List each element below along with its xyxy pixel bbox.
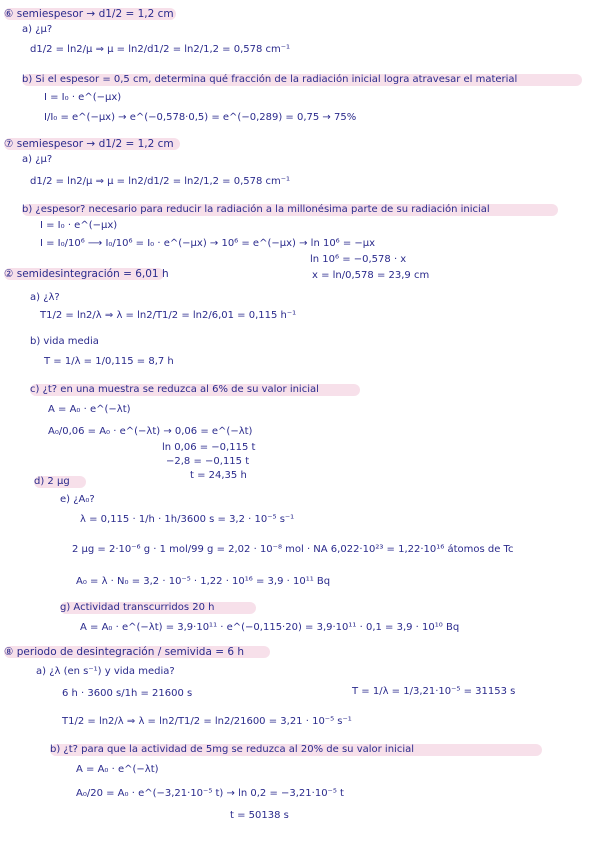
note-line-l26 [34, 476, 70, 488]
note-line-l24 [166, 456, 249, 468]
note-line-l18 [30, 336, 99, 348]
note-line-l36 [352, 686, 515, 698]
note-line-l22 [48, 426, 252, 438]
note-text: A = A₀ · e^(−λt) [48, 404, 131, 415]
note-text: a) ¿λ (en s⁻¹) y vida media? [36, 666, 175, 677]
note-text: T = 1/λ = 1/0,115 = 8,7 h [44, 356, 174, 367]
note-line-l34 [36, 666, 175, 678]
note-text: t = 50138 s [230, 810, 289, 821]
note-line-l3 [30, 44, 290, 56]
note-line-l2 [22, 24, 52, 36]
note-text: 2 μg = 2·10⁻⁶ g · 1 mol/99 g = 2,02 · 10⁻⁸ mol · NA 6,022·10²³ = 1,22·10¹⁶ átomos de Tc [72, 544, 514, 555]
note-line-l27 [60, 494, 95, 506]
note-line-l10 [22, 204, 490, 216]
note-line-l9 [30, 176, 290, 188]
note-line-l30 [76, 576, 330, 588]
note-text: ⑧ periodo de desintegración / semivida = 6 h [4, 646, 245, 658]
note-text: A₀/20 = A₀ · e^(−3,21·10⁻⁵ t) → ln 0,2 = −3,21·10⁻⁵ t [76, 788, 344, 799]
note-line-l15 [4, 268, 169, 280]
note-text: ln 0,06 = −0,115 t [162, 442, 256, 453]
note-line-l1 [4, 8, 174, 20]
note-line-l19 [44, 356, 174, 368]
note-text: A = A₀ · e^(−λt) = 3,9·10¹¹ · e^(−0,115·20) = 3,9·10¹¹ · 0,1 = 3,9 · 10¹⁰ Bq [80, 622, 460, 633]
note-text: a) ¿μ? [22, 24, 53, 35]
note-line-l20 [30, 384, 319, 396]
note-line-l28 [80, 514, 294, 526]
note-line-l8 [22, 154, 52, 166]
note-text: ln 10⁶ = −0,578 · x [310, 254, 407, 265]
note-line-l40 [76, 788, 344, 800]
note-text: x = ln/0,578 = 23,9 cm [312, 270, 430, 281]
note-line-l31 [60, 602, 214, 614]
note-line-l5 [44, 92, 121, 104]
note-line-l21 [48, 404, 131, 416]
note-line-l32 [80, 622, 459, 634]
note-line-l11 [40, 220, 117, 232]
note-line-l33 [4, 646, 244, 658]
note-line-l13 [310, 254, 406, 266]
note-line-l12 [40, 238, 375, 250]
note-text: A = A₀ · e^(−λt) [76, 764, 159, 775]
note-line-l35 [62, 688, 192, 700]
note-text: b) ¿espesor? necesario para reducir la radiación a la millonésima parte de su radiación inicial [22, 204, 490, 215]
note-text: t = 24,35 h [190, 470, 247, 481]
note-text: d1/2 = ln2/μ ⇒ μ = ln2/d1/2 = ln2/1,2 = 0,578 cm⁻¹ [30, 44, 291, 55]
note-text: b) ¿t? para que la actividad de 5mg se reduzca al 20% de su valor inicial [50, 744, 414, 755]
note-text: e) ¿A₀? [60, 494, 95, 505]
note-text: T1/2 = ln2/λ ⇒ λ = ln2/T1/2 = ln2/21600 = 3,21 · 10⁻⁵ s⁻¹ [62, 716, 352, 727]
note-text: g) Actividad transcurridos 20 h [60, 602, 215, 613]
note-text: d) 2 μg [34, 476, 70, 487]
note-line-l4 [22, 74, 517, 86]
note-text: b) Si el espesor = 0,5 cm, determina qué fracción de la radiación inicial logra atravesar el material [22, 74, 518, 85]
note-text: I = I₀ · e^(−μx) [40, 220, 118, 231]
note-line-l41 [230, 810, 289, 822]
note-line-l29 [72, 544, 513, 556]
note-line-l38 [50, 744, 414, 756]
note-line-l25 [190, 470, 247, 482]
note-line-l17 [40, 310, 296, 322]
note-text: I = I₀/10⁶ ⟶ I₀/10⁶ = I₀ · e^(−μx) → 10⁶ = e^(−μx) → ln 10⁶ = −μx [40, 238, 376, 249]
note-line-l6 [44, 112, 356, 124]
note-text: 6 h · 3600 s/1h = 21600 s [62, 688, 193, 699]
note-text: I = I₀ · e^(−μx) [44, 92, 122, 103]
note-text: T1/2 = ln2/λ ⇒ λ = ln2/T1/2 = ln2/6,01 = 0,115 h⁻¹ [40, 310, 297, 321]
note-text: A₀ = λ · N₀ = 3,2 · 10⁻⁵ · 1,22 · 10¹⁶ = 3,9 · 10¹¹ Bq [76, 576, 331, 587]
note-text: b) vida media [30, 336, 99, 347]
note-line-l7 [4, 138, 174, 150]
note-text: λ = 0,115 · 1/h · 1h/3600 s = 3,2 · 10⁻⁵ s⁻¹ [80, 514, 295, 525]
note-line-l39 [76, 764, 159, 776]
note-text: a) ¿λ? [30, 292, 60, 303]
note-line-l37 [62, 716, 352, 728]
note-text: I/I₀ = e^(−μx) → e^(−0,578·0,5) = e^(−0,289) = 0,75 → 75% [44, 112, 357, 123]
note-text: d1/2 = ln2/μ ⇒ μ = ln2/d1/2 = ln2/1,2 = 0,578 cm⁻¹ [30, 176, 291, 187]
note-text: c) ¿t? en una muestra se reduzca al 6% de su valor inicial [30, 384, 319, 395]
note-text: a) ¿μ? [22, 154, 53, 165]
note-text: T = 1/λ = 1/3,21·10⁻⁵ = 31153 s [352, 686, 516, 697]
note-line-l16 [30, 292, 60, 304]
note-text: ⑥ semiespesor → d1/2 = 1,2 cm [4, 8, 174, 20]
note-text: −2,8 = −0,115 t [166, 456, 250, 467]
note-text: ② semidesintegración = 6,01 h [4, 268, 169, 280]
note-line-l23 [162, 442, 255, 454]
note-text: ⑦ semiespesor → d1/2 = 1,2 cm [4, 138, 174, 150]
note-line-l14 [312, 270, 429, 282]
note-text: A₀/0,06 = A₀ · e^(−λt) → 0,06 = e^(−λt) [48, 426, 253, 437]
